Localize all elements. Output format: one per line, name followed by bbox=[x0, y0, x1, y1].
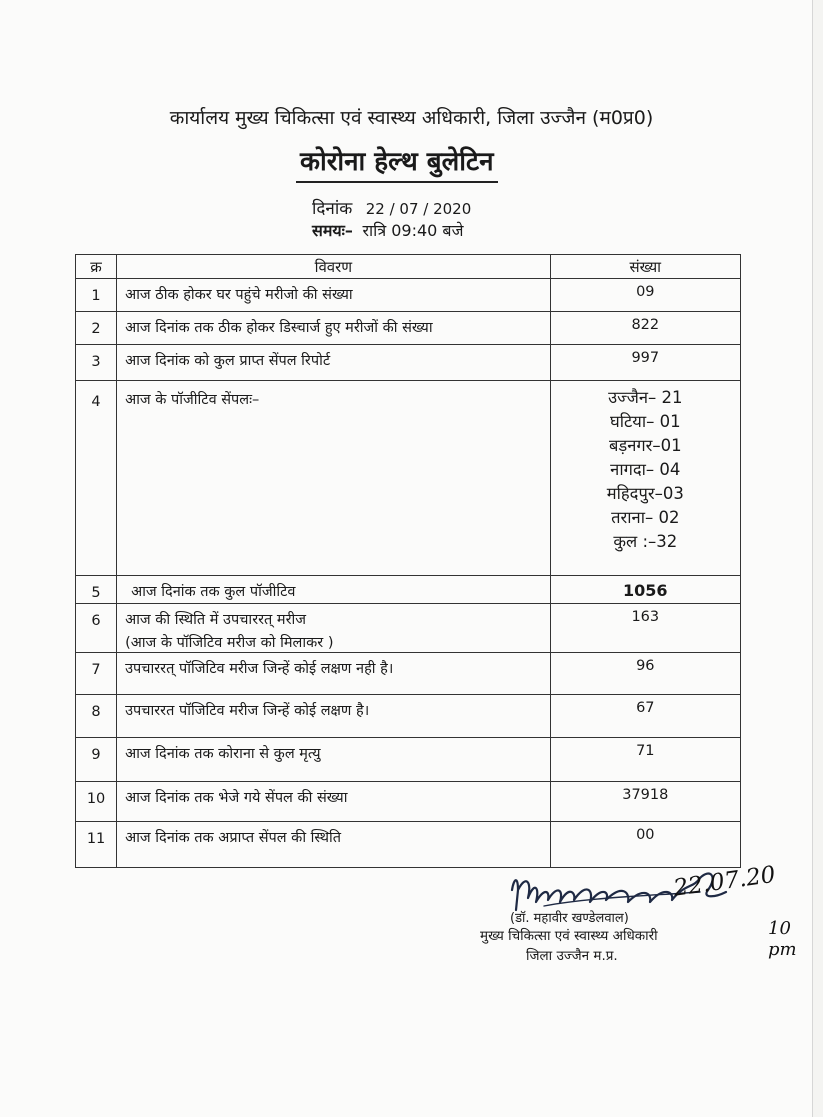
time-line bbox=[312, 219, 463, 241]
header-count: संख्या bbox=[550, 255, 740, 279]
row-description-line1: आज की स्थिति में उपचाररत् मरीज bbox=[125, 612, 307, 628]
date-line bbox=[312, 196, 471, 219]
table-header-row bbox=[76, 255, 741, 279]
row-description: आज दिनांक तक ठीक होकर डिस्चार्ज हुए मरीजों की संख्या bbox=[117, 312, 551, 345]
row-value: 71 bbox=[550, 738, 740, 782]
district-list bbox=[550, 381, 740, 576]
signatory-name: (डॉ. महावीर खण्डेलवाल) bbox=[510, 911, 629, 926]
row-serial: 10 bbox=[76, 782, 117, 822]
row-serial: 8 bbox=[76, 695, 117, 738]
date-label: दिनांक bbox=[312, 199, 353, 219]
table-row bbox=[76, 279, 741, 312]
row-description: उपचाररत् पॉजिटिव मरीज जिन्हें कोई लक्षण नही है। bbox=[117, 653, 551, 695]
table-row bbox=[76, 695, 741, 738]
row-serial: 1 bbox=[76, 279, 117, 312]
bulletin-title: कोरोना हेल्थ बुलेटिन bbox=[296, 142, 498, 183]
table-row bbox=[76, 604, 741, 653]
row-value: 00 bbox=[550, 822, 740, 868]
time-value: रात्रि 09:40 बजे bbox=[362, 221, 464, 240]
row-description: आज दिनांक तक कोराना से कुल मृत्यु bbox=[117, 738, 551, 782]
row-description-line2: (आज के पॉजिटिव मरीज को मिलाकर ) bbox=[125, 635, 334, 651]
row-value: 37918 bbox=[550, 782, 740, 822]
row-description: आज दिनांक तक कुल पॉजीटिव bbox=[117, 576, 551, 604]
district-item: नागदा– 04 bbox=[610, 460, 681, 479]
row-value: 822 bbox=[550, 312, 740, 345]
row-value: 1056 bbox=[550, 576, 740, 604]
row-description: आज दिनांक तक अप्राप्त सेंपल की स्थिति bbox=[117, 822, 551, 868]
row-value: 163 bbox=[550, 604, 740, 653]
district-item: बड़नगर–01 bbox=[608, 436, 682, 455]
row-description: उपचाररत पॉजिटिव मरीज जिन्हें कोई लक्षण है। bbox=[117, 695, 551, 738]
date-value: 22 / 07 / 2020 bbox=[365, 200, 472, 218]
handwritten-date: 22.07.20 bbox=[672, 861, 778, 902]
row-value: 09 bbox=[550, 279, 740, 312]
table-row bbox=[76, 653, 741, 695]
row-serial: 6 bbox=[76, 604, 117, 653]
office-title: कार्यालय मुख्य चिकित्सा एवं स्वास्थ्य अधिकारी, जिला उज्जैन (म0प्र0) bbox=[169, 107, 654, 129]
row-serial: 11 bbox=[76, 822, 117, 868]
district-total: कुल :–32 bbox=[613, 532, 678, 551]
row-serial: 4 bbox=[76, 381, 117, 576]
row-description bbox=[117, 604, 551, 653]
row-serial: 5 bbox=[76, 576, 117, 604]
district-item: उज्जैन– 21 bbox=[608, 388, 683, 407]
table-row bbox=[76, 782, 741, 822]
signatory-designation: मुख्य चिकित्सा एवं स्वास्थ्य अधिकारी bbox=[480, 928, 658, 944]
row-value: 96 bbox=[550, 653, 740, 695]
header-description: विवरण bbox=[117, 255, 551, 279]
district-item: घटिया– 01 bbox=[609, 412, 681, 431]
table-row bbox=[76, 576, 741, 604]
district-item: तराना– 02 bbox=[611, 508, 680, 527]
row-serial: 9 bbox=[76, 738, 117, 782]
table-row bbox=[76, 381, 741, 576]
row-description: आज दिनांक को कुल प्राप्त सेंपल रिपोर्ट bbox=[117, 345, 551, 381]
table-row bbox=[76, 345, 741, 381]
header-serial: क्र bbox=[76, 255, 117, 279]
row-description: आज दिनांक तक भेजे गये सेंपल की संख्या bbox=[117, 782, 551, 822]
row-serial: 2 bbox=[76, 312, 117, 345]
table-row bbox=[76, 312, 741, 345]
row-value: 997 bbox=[550, 345, 740, 381]
table-row bbox=[76, 738, 741, 782]
district-item: महिदपुर–03 bbox=[606, 484, 684, 503]
time-label: समयः– bbox=[312, 221, 353, 240]
row-description: आज ठीक होकर घर पहुंचे मरीजो की संख्या bbox=[117, 279, 551, 312]
table-row bbox=[76, 822, 741, 868]
handwritten-time: 10 pm bbox=[768, 918, 797, 960]
bulletin-table bbox=[75, 254, 741, 868]
row-description: आज के पॉजीटिव सेंपलः– bbox=[117, 381, 551, 576]
row-serial: 3 bbox=[76, 345, 117, 381]
row-value: 67 bbox=[550, 695, 740, 738]
signatory-place: जिला उज्जैन म.प्र. bbox=[526, 948, 618, 964]
row-serial: 7 bbox=[76, 653, 117, 695]
